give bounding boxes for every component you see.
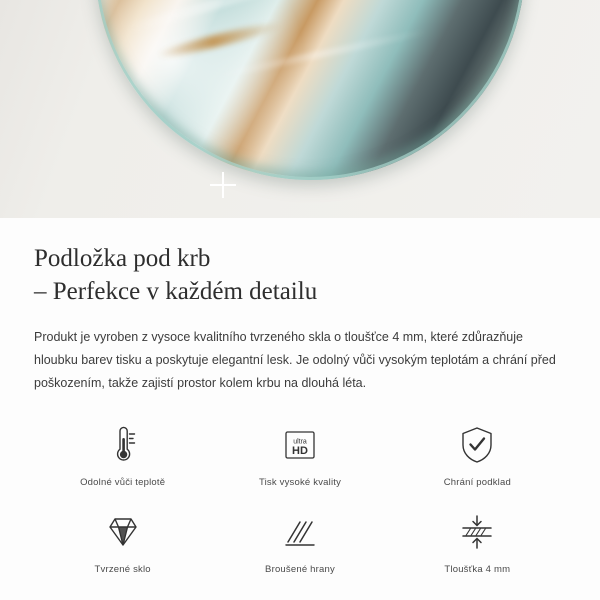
description-paragraph: Produkt je vyroben z vysoce kvalitního tvrzeného skla o tloušťce 4 mm, které zdůrazňuje hloubku barev tisku a poskytuje elegantní lesk. Je odolný vůči vysokým teplotám a chrání před poškozením, takže zajistí prostor kolem krbu na dlouhá léta. (34, 330, 556, 391)
feature-label: Tisk vysoké kvality (258, 477, 342, 489)
feature-item-surface-protection (389, 423, 566, 488)
content-area (0, 218, 600, 575)
feature-label: Tvrzené sklo (94, 564, 151, 576)
feature-label: Odolné vůči teplotě (80, 477, 166, 489)
svg-text:HD: HD (292, 445, 308, 458)
glass-board-disc (95, 0, 525, 180)
feature-grid (34, 423, 566, 575)
hero-image (0, 0, 600, 218)
headline-line-1: Podložka pod krb (34, 245, 211, 272)
headline-line-2: – Perfekce v každém detailu (34, 278, 318, 305)
thickness-arrows-icon (455, 510, 499, 554)
feature-item-tempered-glass (34, 510, 211, 575)
page-title (34, 242, 566, 308)
feature-item-thickness (389, 510, 566, 575)
svg-text:ultra: ultra (293, 438, 307, 446)
feature-item-polished-edges (211, 510, 388, 575)
diamond-icon (102, 510, 144, 554)
feature-label: Broušené hrany (265, 564, 335, 576)
feature-item-temperature (34, 423, 211, 488)
feature-item-print-quality (211, 423, 388, 488)
feature-label: Chrání podklad (443, 477, 511, 489)
feature-label: Tloušťka 4 mm (444, 564, 511, 576)
polished-edges-icon (280, 510, 320, 554)
thermometer-icon (106, 423, 140, 467)
ultra-hd-icon (280, 423, 320, 467)
shield-check-icon (458, 423, 496, 467)
